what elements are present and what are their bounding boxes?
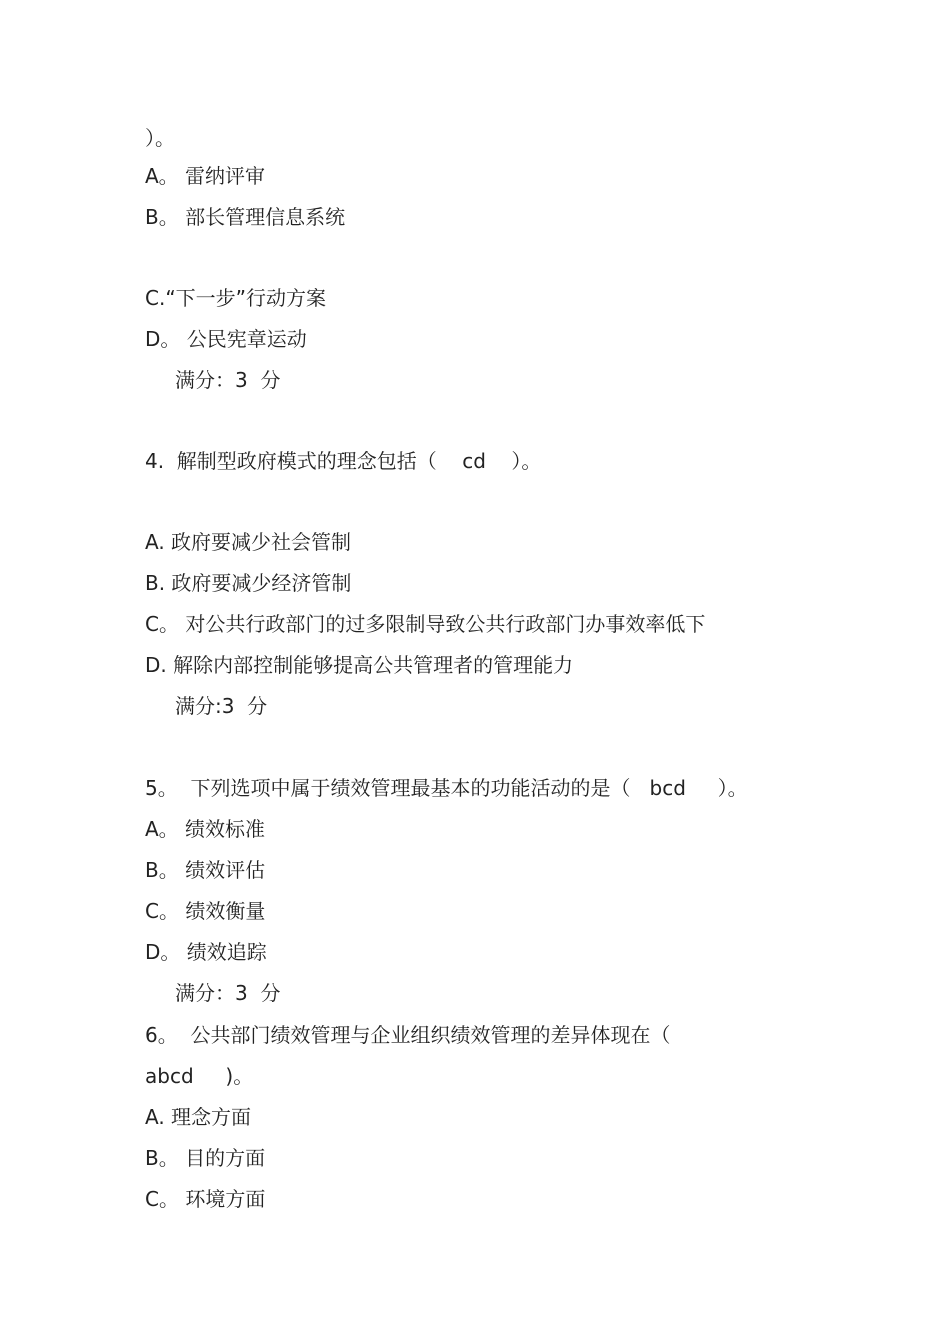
q4-option-d: D. 解除内部控制能够提高公共管理者的管理能力 — [145, 653, 574, 677]
q5-option-c: C。 绩效衡量 — [145, 899, 266, 923]
q5-stem: 5。 下列选项中属于绩效管理最基本的功能活动的是（ bcd ）。 — [145, 776, 748, 800]
q5-option-d: D。 绩效追踪 — [145, 940, 267, 964]
q5-option-b: B。 绩效评估 — [145, 858, 266, 882]
q5-score: 满分：3 分 — [175, 981, 281, 1005]
q3-option-d: D。 公民宪章运动 — [145, 327, 307, 351]
q3-option-c: C.“下一步”行动方案 — [145, 286, 327, 310]
q3-option-b: B。 部长管理信息系统 — [145, 205, 346, 229]
q5-option-a: A。 绩效标准 — [145, 817, 266, 841]
q3-option-a: A。 雷纳评审 — [145, 164, 266, 188]
q4-option-c: C。 对公共行政部门的过多限制导致公共行政部门办事效率低下 — [145, 612, 706, 636]
q6-stem-line1: 6。 公共部门绩效管理与企业组织绩效管理的差异体现在（ — [145, 1023, 671, 1047]
q6-option-a: A. 理念方面 — [145, 1105, 252, 1129]
q4-option-b: B. 政府要减少经济管制 — [145, 571, 352, 595]
q6-option-c: C。 环境方面 — [145, 1187, 266, 1211]
q6-option-b: B。 目的方面 — [145, 1146, 266, 1170]
q4-score: 满分:3 分 — [175, 694, 268, 718]
q3-score: 满分：3 分 — [175, 368, 281, 392]
q3-stem-tail: ）。 — [145, 126, 175, 150]
q6-stem-line2: abcd )。 — [145, 1064, 254, 1088]
q4-option-a: A. 政府要减少社会管制 — [145, 530, 352, 554]
q4-stem: 4. 解制型政府模式的理念包括（ cd ）。 — [145, 449, 542, 473]
